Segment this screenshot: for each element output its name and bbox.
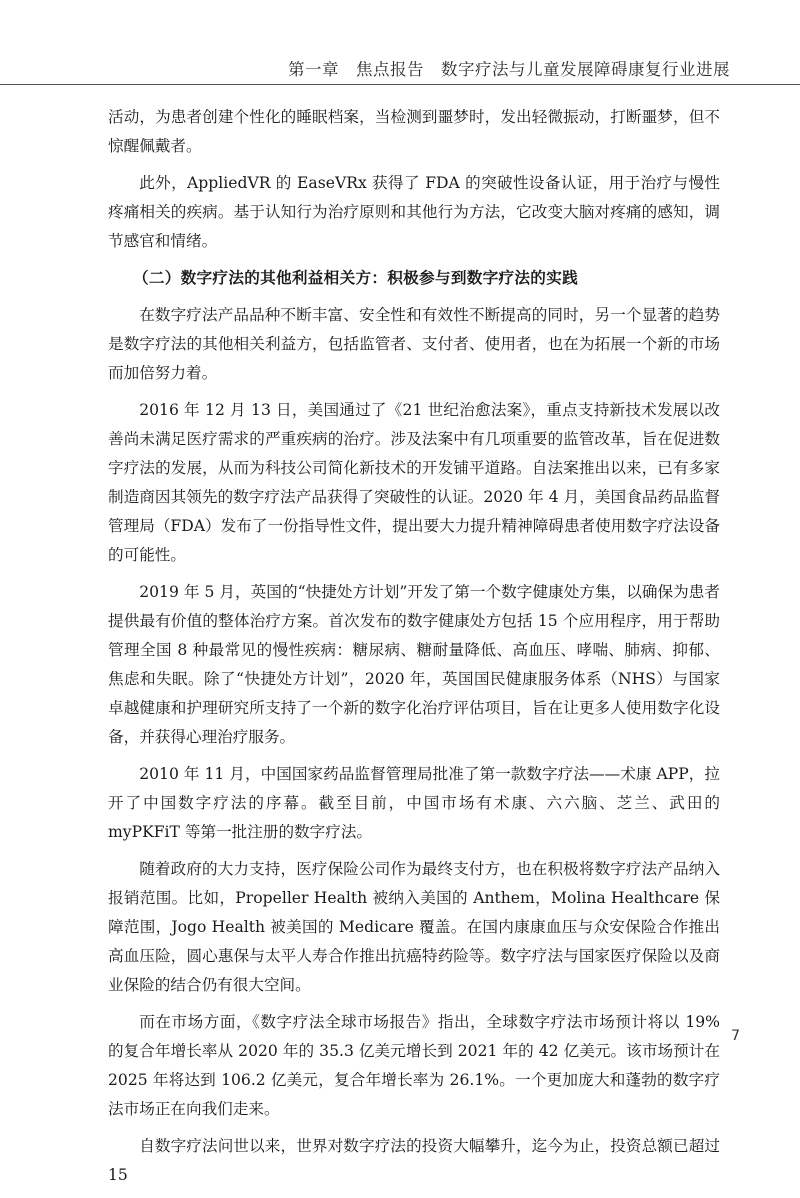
paragraph-investment: 自数字疗法问世以来，世界对数字疗法的投资大幅攀升，迄今为止，投资总额已超过 15 (108, 1137, 720, 1184)
running-header-title: 第一章 焦点报告 数字疗法与儿童发展障碍康复行业进展 (288, 60, 730, 79)
paragraph-insurance: 随着政府的大力支持，医疗保险公司作为最终支付方，也在积极将数字疗法产品纳入报销范围。比如，Propeller Health 被纳入美国的 Anthem，Molina Healthcare 保障范围，Jogo Health 被美国的 Medicare 覆盖。在国内康康血压与众安保险合作推出高血压险，圆心惠保与太平人寿合作推出抗癌特药险等。数字疗法与国家医疗保险以及商业保险的结合仍有很大空间。 (108, 860, 720, 994)
page-number: 7 (731, 1028, 740, 1044)
paragraph-china: 2010 年 11 月，中国国家药品监督管理局批准了第一款数字疗法——术康 APP，拉开了中国数字疗法的序幕。截至目前，中国市场有术康、六六脑、芝兰、武田的 myPKFiT 等第一批注册的数字疗法。 (108, 765, 720, 841)
paragraph-uk-prescription: 2019 年 5 月，英国的“快捷处方计划”开发了第一个数字健康处方集，以确保为患者提供最有价值的整体治疗方案。首次发布的数字健康处方包括 15 个应用程序，用于帮助管理全国 8 种最常见的慢性疾病：糖尿病、糖耐量降低、高血压、哮喘、肺病、抑郁、焦虑和失眠。除了“快捷处方计划”，2020 年，英国国民健康服务体系（NHS）与国家卓越健康和护理研究所支持了一个新的数字化治疗评估项目，旨在让更多人使用数字化设备，并获得心理治疗服务。 (108, 583, 720, 746)
header-divider (0, 84, 800, 85)
page-header (0, 0, 800, 84)
paragraph-market: 而在市场方面，《数字疗法全球市场报告》指出，全球数字疗法市场预计将以 19% 的复合年增长率从 2020 年的 35.3 亿美元增长到 2021 年的 42 亿美元。该市场预计在 2025 年将达到 106.2 亿美元，复合年增长率为 26.1%。一个更加庞大和蓬勃的数字疗法市场正在向我们走来。 (108, 1013, 720, 1118)
page-body (108, 103, 720, 1198)
paragraph-appliedvr: 此外，AppliedVR 的 EaseVRx 获得了 FDA 的突破性设备认证，用于治疗与慢性疼痛相关的疾病。基于认知行为治疗原则和其他行为方法，它改变大脑对疼痛的感知，调节感官和情绪。 (108, 174, 720, 250)
paragraph-us-cures-act: 2016 年 12 月 13 日，美国通过了《21 世纪治愈法案》，重点支持新技术发展以改善尚未满足医疗需求的严重疾病的治疗。涉及法案中有几项重要的监管改革，旨在促进数字疗法的发展，从而为科技公司简化新技术的开发铺平道路。自法案推出以来，已有多家制造商因其领先的数字疗法产品获得了突破性的认证。2020 年 4 月，美国食品药品监督管理局（FDA）发布了一份指导性文件，提出要大力提升精神障碍患者使用数字疗法设备的可能性。 (108, 401, 720, 564)
paragraph-continued: 活动，为患者创建个性化的睡眠档案，当检测到噩梦时，发出轻微振动，打断噩梦，但不惊醒佩戴者。 (108, 108, 720, 155)
paragraph-stakeholders: 在数字疗法产品品种不断丰富、安全性和有效性不断提高的同时，另一个显著的趋势是数字疗法的其他相关利益方，包括监管者、支付者、使用者，也在为拓展一个新的市场而加倍努力着。 (108, 306, 720, 382)
section-heading: （二）数字疗法的其他利益相关方：积极参与到数字疗法的实践 (132, 269, 578, 287)
